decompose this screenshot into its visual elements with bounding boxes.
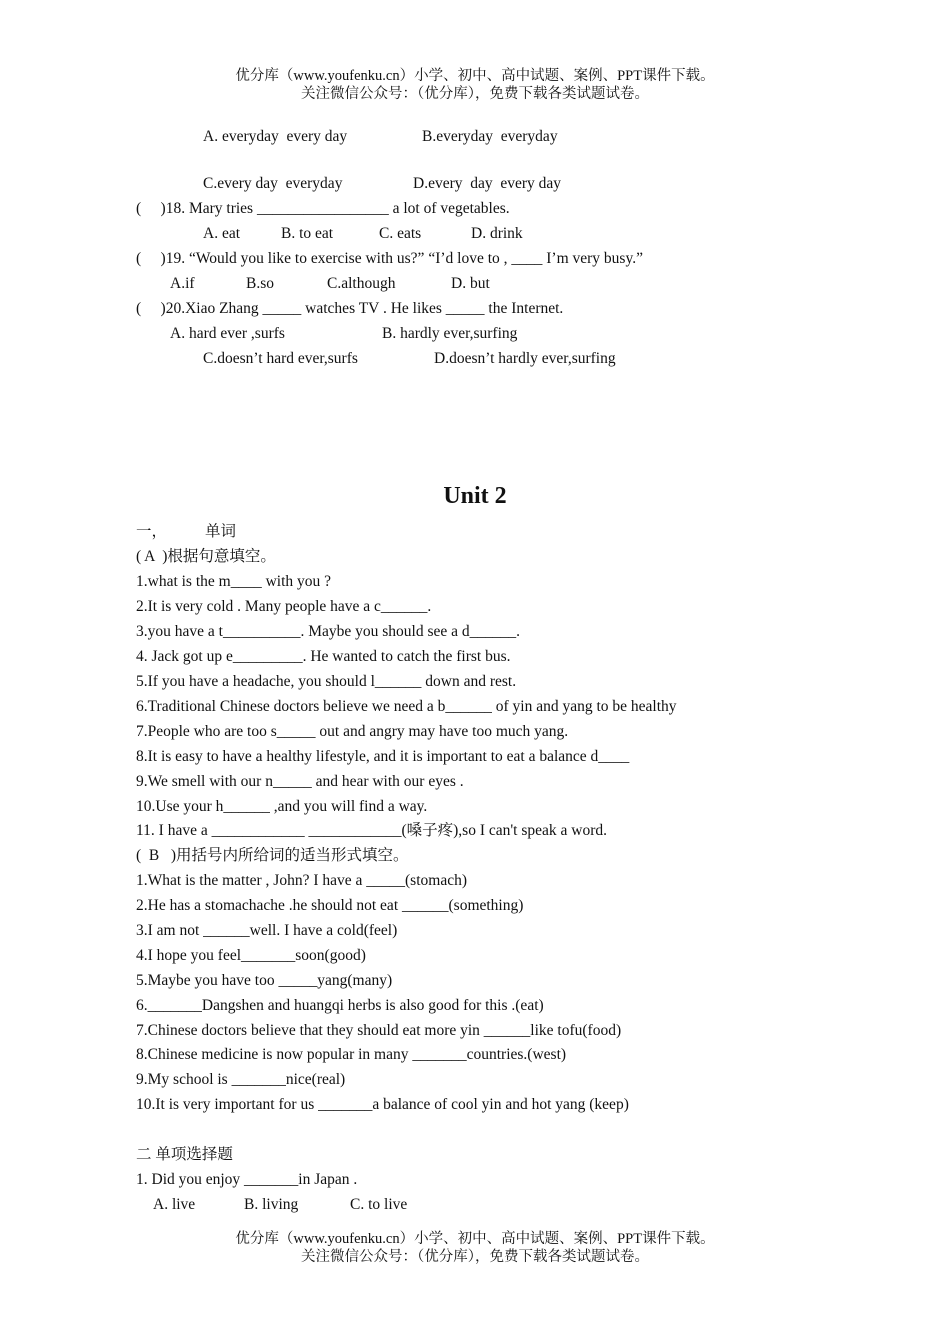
q17-option-d: D.every day every day: [413, 175, 562, 192]
partB-heading: ( B )用括号内所给词的适当形式填空。: [136, 847, 409, 864]
section2-q1-option-a: A. live: [153, 1196, 196, 1213]
partB-item: 2.He has a stomachache .he should not eat ______(something): [136, 897, 524, 914]
q17-option-b: B.everyday everyday: [422, 128, 558, 145]
partA-item: 6.Traditional Chinese doctors believe we need a b______ of yin and yang to be healthy: [136, 698, 677, 715]
q20-stem: ( )20.Xiao Zhang _____ watches TV . He likes _____ the Internet.: [136, 300, 564, 317]
section2-heading: 二 单项选择题: [136, 1146, 233, 1163]
partB-item: 10.It is very important for us _______a balance of cool yin and hot yang (keep): [136, 1096, 629, 1113]
partA-item: 4. Jack got up e_________. He wanted to catch the first bus.: [136, 648, 511, 665]
section2-q1-stem: 1. Did you enjoy _______in Japan .: [136, 1171, 358, 1188]
partB-item: 8.Chinese medicine is now popular in many _______countries.(west): [136, 1046, 567, 1063]
q18-option-d: D. drink: [471, 225, 523, 242]
partA-item: 9.We smell with our n_____ and hear with our eyes .: [136, 773, 464, 790]
q18-stem: ( )18. Mary tries _________________ a lot of vegetables.: [136, 200, 510, 217]
partA-item: 2.It is very cold . Many people have a c______.: [136, 598, 432, 615]
partB-item: 1.What is the matter , John? I have a _____(stomach): [136, 872, 467, 889]
q19-option-b: B.so: [246, 275, 274, 292]
section2-q1-option-c: C. to live: [350, 1196, 408, 1213]
section1-label: 单词: [205, 523, 237, 540]
partA-item: 11. I have a ____________ ____________(嗓子疼),so I can't speak a word.: [136, 822, 608, 839]
partB-item: 5.Maybe you have too _____yang(many): [136, 972, 393, 989]
unit-title: Unit 2: [443, 483, 507, 509]
q20-option-b: B. hardly ever,surfing: [382, 325, 518, 342]
q18-option-c: C. eats: [379, 225, 422, 242]
footer-line-2: 关注微信公众号：（优分库），免费下载各类试题试卷。: [301, 1249, 649, 1265]
q20-option-d: D.doesn’t hardly ever,surfing: [434, 350, 616, 367]
q19-option-a: A.if: [170, 275, 195, 292]
q17-option-a: A. everyday every day: [203, 128, 348, 145]
section1-number: 一，: [136, 523, 168, 540]
q17-option-c: C.every day everyday: [203, 175, 343, 192]
header-line-1: 优分库（www.youfenku.cn）小学、初中、高中试题、案例、PPT课件下载。: [235, 68, 715, 84]
partA-item: 8.It is easy to have a healthy lifestyle, and it is important to eat a balance d____: [136, 748, 630, 765]
q19-stem: ( )19. “Would you like to exercise with us?” “I’d love to , ____ I’m very busy.”: [136, 250, 643, 267]
q20-option-a: A. hard ever ,surfs: [170, 325, 285, 342]
partB-item: 6._______Dangshen and huangqi herbs is also good for this .(eat): [136, 997, 544, 1014]
partA-item: 5.If you have a headache, you should l______ down and rest.: [136, 673, 517, 690]
q20-option-c: C.doesn’t hard ever,surfs: [203, 350, 358, 367]
partA-item: 1.what is the m____ with you ?: [136, 573, 332, 590]
partA-heading: ( A )根据句意填空。: [136, 548, 276, 565]
partB-item: 9.My school is _______nice(real): [136, 1071, 346, 1088]
partB-item: 4.I hope you feel_______soon(good): [136, 947, 366, 964]
partB-item: 7.Chinese doctors believe that they should eat more yin ______like tofu(food): [136, 1022, 622, 1039]
partA-item: 3.you have a t__________. Maybe you should see a d______.: [136, 623, 520, 640]
q19-option-d: D. but: [451, 275, 490, 292]
footer-line-1: 优分库（www.youfenku.cn）小学、初中、高中试题、案例、PPT课件下载。: [235, 1231, 715, 1247]
partA-item: 10.Use your h______ ,and you will find a way.: [136, 798, 428, 815]
q18-option-b: B. to eat: [281, 225, 334, 242]
q18-option-a: A. eat: [203, 225, 241, 242]
header-line-2: 关注微信公众号：（优分库），免费下载各类试题试卷。: [301, 86, 649, 102]
partB-item: 3.I am not ______well. I have a cold(feel): [136, 922, 398, 939]
partA-item: 7.People who are too s_____ out and angry may have too much yang.: [136, 723, 569, 740]
q19-option-c: C.although: [327, 275, 396, 292]
section2-q1-option-b: B. living: [244, 1196, 299, 1213]
